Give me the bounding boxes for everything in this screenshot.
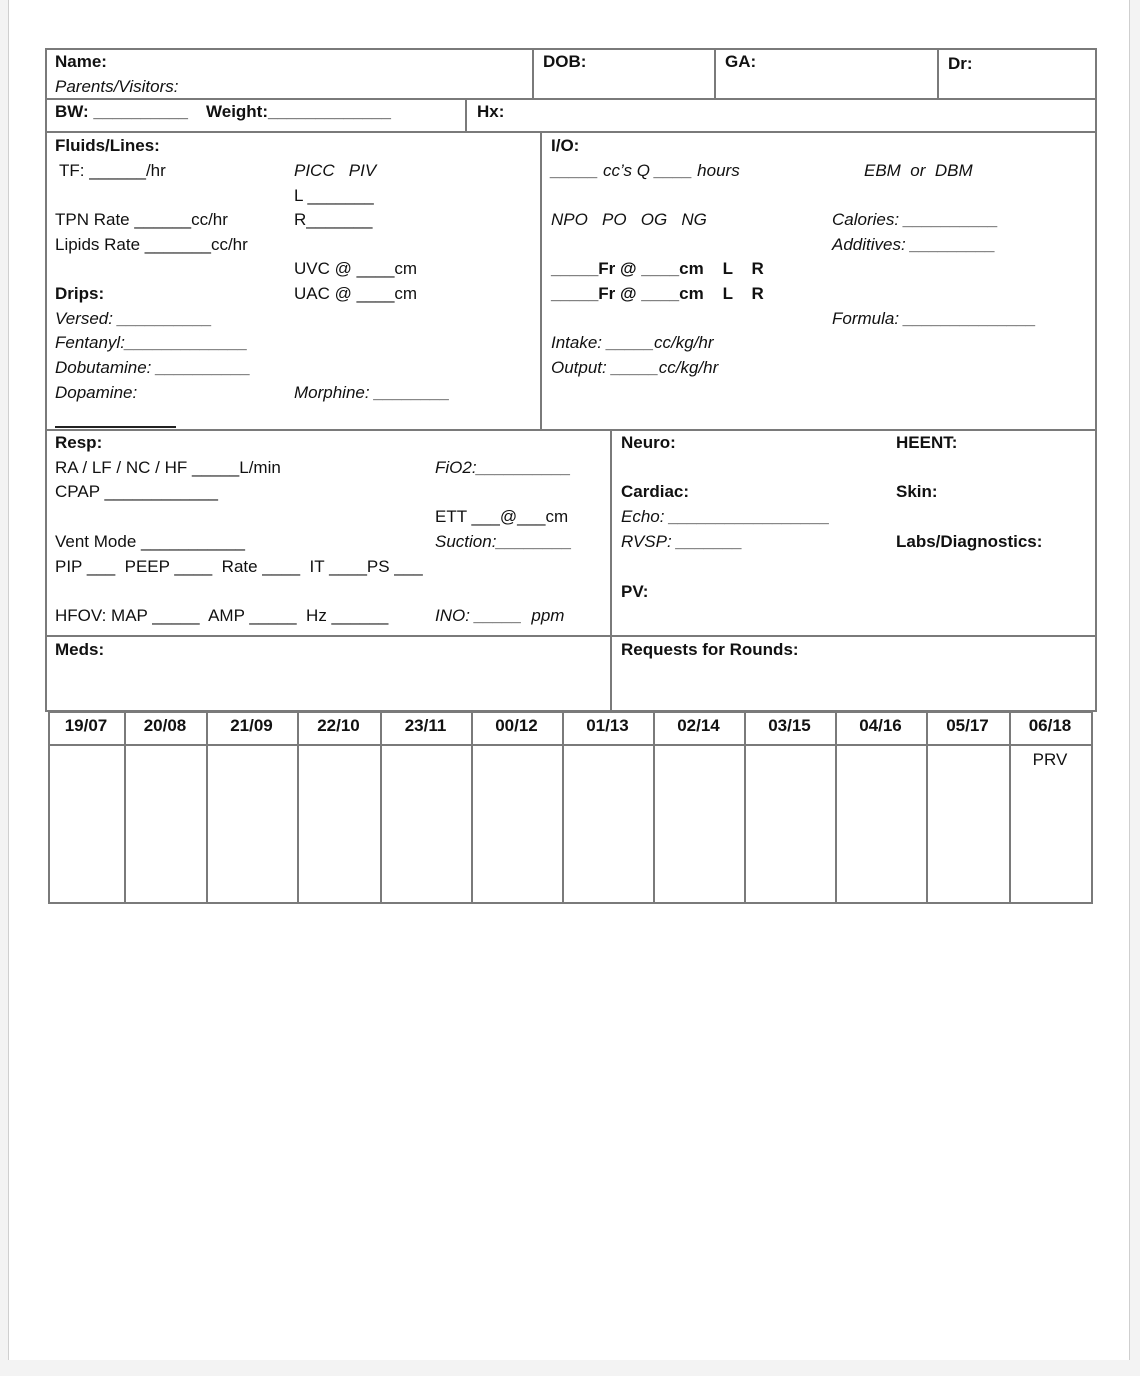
ino-field: INO: _____ ppm <box>435 606 565 625</box>
table-gridline <box>206 711 208 904</box>
cc-q-hours-field: _____ cc’s Q ____ hours <box>551 161 740 180</box>
resp-title: Resp: <box>55 433 103 452</box>
feeding-route-label: NPO PO OG NG <box>551 210 707 229</box>
table-gridline <box>744 711 746 904</box>
suction-field: Suction:________ <box>435 532 573 551</box>
requests-for-rounds-label: Requests for Rounds: <box>621 640 799 659</box>
hour-column-header: 22/10 <box>317 716 360 735</box>
io-title: I/O: <box>551 136 580 155</box>
picc-piv-label: PICC PIV <box>294 161 377 180</box>
form-page <box>8 0 1130 1360</box>
labs-diagnostics-label: Labs/Diagnostics: <box>896 532 1043 551</box>
echo-field: Echo: _________________ <box>621 507 830 526</box>
table-gridline <box>48 711 50 904</box>
hour-column-header: 02/14 <box>677 716 720 735</box>
hour-column-header: 21/09 <box>230 716 273 735</box>
cardiac-label: Cardiac: <box>621 482 690 501</box>
calories-field: Calories: __________ <box>832 210 999 229</box>
name-label: Name: <box>55 52 107 71</box>
oxygen-mode-field: RA / LF / NC / HF _____L/min <box>55 458 281 477</box>
tube-field-1: _____Fr @ ____cm L R <box>551 259 764 278</box>
table-gridline <box>471 711 473 904</box>
dr-label: Dr: <box>948 54 973 73</box>
prv-label: PRV <box>1032 750 1068 769</box>
output-field: Output: _____cc/kg/hr <box>551 358 719 377</box>
fluids-lines-title: Fluids/Lines: <box>55 136 160 155</box>
table-gridline <box>380 711 382 904</box>
hour-column-header: 06/18 <box>1028 716 1072 735</box>
table-gridline <box>124 711 126 904</box>
hour-column-header: 19/07 <box>64 716 108 735</box>
fio2-field: FiO2:__________ <box>435 458 572 477</box>
table-gridline <box>835 711 837 904</box>
meds-label: Meds: <box>55 640 105 659</box>
table-gridline <box>297 711 299 904</box>
ebm-dbm-label: EBM or DBM <box>864 161 973 180</box>
ga-label: GA: <box>725 52 757 71</box>
morphine-field: Morphine: ________ <box>294 383 450 402</box>
versed-field: Versed: __________ <box>55 309 213 328</box>
vent-settings-field: PIP ___ PEEP ____ Rate ____ IT ____PS ___ <box>55 557 423 576</box>
parents-visitors-label: Parents/Visitors: <box>55 77 179 96</box>
weight-field: Weight:_____________ <box>206 102 391 121</box>
table-gridline <box>562 711 564 904</box>
table-gridline <box>926 711 928 904</box>
hx-label: Hx: <box>477 102 505 121</box>
skin-label: Skin: <box>896 482 938 501</box>
tf-field: TF: ______/hr <box>59 161 166 180</box>
lipids-rate-field: Lipids Rate _______cc/hr <box>55 235 248 254</box>
pv-label: PV: <box>621 582 649 601</box>
table-gridline <box>48 744 1093 746</box>
ett-field: ETT ___@___cm <box>435 507 569 526</box>
left-line-field: L _______ <box>294 186 374 205</box>
hfov-field: HFOV: MAP _____ AMP _____ Hz ______ <box>55 606 389 625</box>
hour-column-header: 01/13 <box>586 716 629 735</box>
dobutamine-field: Dobutamine: __________ <box>55 358 251 377</box>
tube-field-2: _____Fr @ ____cm L R <box>551 284 764 303</box>
table-gridline <box>1091 711 1093 904</box>
hour-column-header: 03/15 <box>768 716 811 735</box>
intake-field: Intake: _____cc/kg/hr <box>551 333 714 352</box>
table-gridline <box>653 711 655 904</box>
hour-column-header: 05/17 <box>946 716 989 735</box>
table-gridline <box>48 902 1093 904</box>
formula-field: Formula: ______________ <box>832 309 1037 328</box>
hour-column-header: 20/08 <box>143 716 187 735</box>
right-line-field: R_______ <box>294 210 373 229</box>
dob-label: DOB: <box>543 52 587 71</box>
tpn-rate-field: TPN Rate ______cc/hr <box>55 210 228 229</box>
uac-field: UAC @ ____cm <box>294 284 418 303</box>
bw-field: BW: __________ <box>55 102 188 121</box>
additives-field: Additives: _________ <box>832 235 996 254</box>
table-gridline <box>1009 711 1011 904</box>
hour-column-header: 04/16 <box>859 716 902 735</box>
neuro-label: Neuro: <box>621 433 676 452</box>
vent-mode-field: Vent Mode ___________ <box>55 532 246 551</box>
rvsp-field: RVSP: _______ <box>621 532 743 551</box>
drips-title: Drips: <box>55 284 105 303</box>
dopamine-field: Dopamine: <box>55 383 138 402</box>
cpap-field: CPAP ____________ <box>55 482 218 501</box>
uvc-field: UVC @ ____cm <box>294 259 418 278</box>
hour-column-header: 00/12 <box>495 716 538 735</box>
hour-column-header: 23/11 <box>404 716 447 735</box>
table-gridline <box>48 711 1093 713</box>
fentanyl-field: Fentanyl:_____________ <box>55 333 248 352</box>
heent-label: HEENT: <box>896 433 958 452</box>
